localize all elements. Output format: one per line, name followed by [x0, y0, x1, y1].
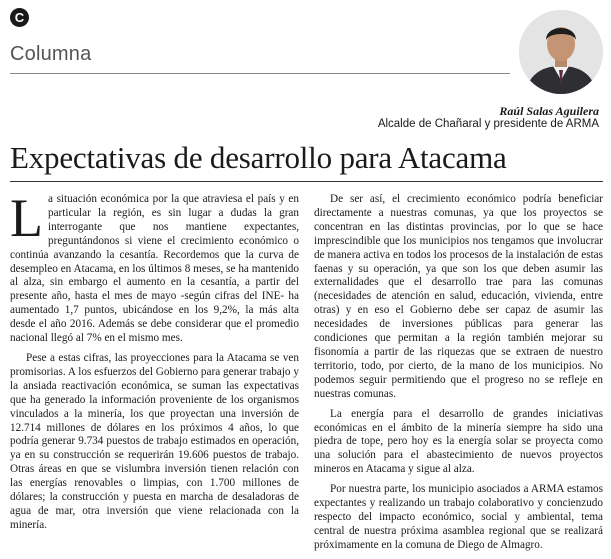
- article-headline: Expectativas de desarrollo para Atacama: [10, 140, 507, 175]
- article-paragraph: Pese a estas cifras, las proyecciones para la Atacama se ven promisorias. A los esfuerzos del Gobierno para generar trabajo y la ansiada reactivación económica, se suman las expectativas que ha generado la información proveniente de los organismos vinculados a la minería, los que proyectan una inversión de 12.714 millones de dólares en los próximos 4 años, lo que podría generar 9.734 puestos de trabajo estimados en operación, ya en su construcción se requerirán 19.606 puestos de trabajo. Otras áreas en que se vislumbra inversión tienen relación con las energías renovables o limpias, con 1.700 millones de dólares; la construcción y puesta en marcha de desaladoras de agua de mar, otra inversión que viene relacionada con la minería.: [10, 351, 299, 531]
- article-paragraph: La energía para el desarrollo de grandes iniciativas económicas en el ámbito de la minería siempre ha sido una piedra de tope, pero hoy es la energía solar se proyecta como una solución para el abastecimiento de nuevos proyectos mineros en Atacama y sigue al alza.: [314, 407, 603, 476]
- author-role: Alcalde de Chañaral y presidente de ARMA: [377, 118, 599, 130]
- paragraph-text: a situación económica por la que atraviesa el país y en particular la región, es sin lugar a dudas la gran interrogante que nos mantiene expectantes, preguntándonos si viene el crecimiento económico o continúa avanzando la cesantía. Recordemos que la curva de desempleo en Atacama, en los últimos 8 meses, se ha mantenido al alza, sin embargo el aumento en la cesantía, a partir del presente año, hasta el mes de mayo -según cifras del INE- ha aumentado 1,7 puntos, ubicándose en los 9,2%, la más alta desde el año 2016. Además se debe considerar que el promedio nacional llegó al 7% en el mismo mes.: [10, 193, 299, 345]
- article-paragraph: [10, 188, 299, 346]
- author-portrait-icon: [519, 10, 603, 94]
- headline-divider: [10, 181, 603, 182]
- author-photo: [519, 10, 603, 94]
- column-badge: C: [10, 8, 29, 27]
- drop-cap: L: [10, 188, 43, 248]
- article-column-left: [10, 188, 299, 539]
- section-label: Columna: [10, 43, 92, 65]
- article-column-right: [314, 193, 603, 559]
- article-paragraph: Por nuestra parte, los municipio asociados a ARMA estamos expectantes y realizando un trabajo colaborativo y concienzudo respecto del impacto económico, social y ambiental, tema central de nuestra próxima asamblea regional que se realizará próximamente en la comuna de Diego de Almagro.: [314, 483, 603, 551]
- author-name: Raúl Salas Aguilera: [499, 104, 599, 118]
- article-paragraph: De ser así, el crecimiento económico podría beneficiar directamente a nuestras comunas, ya que los proyectos se concentran en las distintas provincias, por lo que se hace imprescindible que los municipios nos tengamos que involucrar de manera activa en todos los procesos de la instalación de estas faenas y su operación, ya que son los que deben asumir las externalidades que el desarrollo trae para las comunas (necesidades de atención en salud, educación, vivienda, entre otras) y en eso el Gobierno debe ser capaz de asumir las necesidades de inversiones públicas para generar las condiciones que permitan a la región también mejorar su fisonomía a partir de las riquezas que se extraen de nuestro territorio, todo, por cierto, de la mano de los municipios. No podemos seguir permitiendo que el progreso no se refleje en nuestras comunas.: [314, 193, 603, 400]
- header-divider: [10, 73, 510, 74]
